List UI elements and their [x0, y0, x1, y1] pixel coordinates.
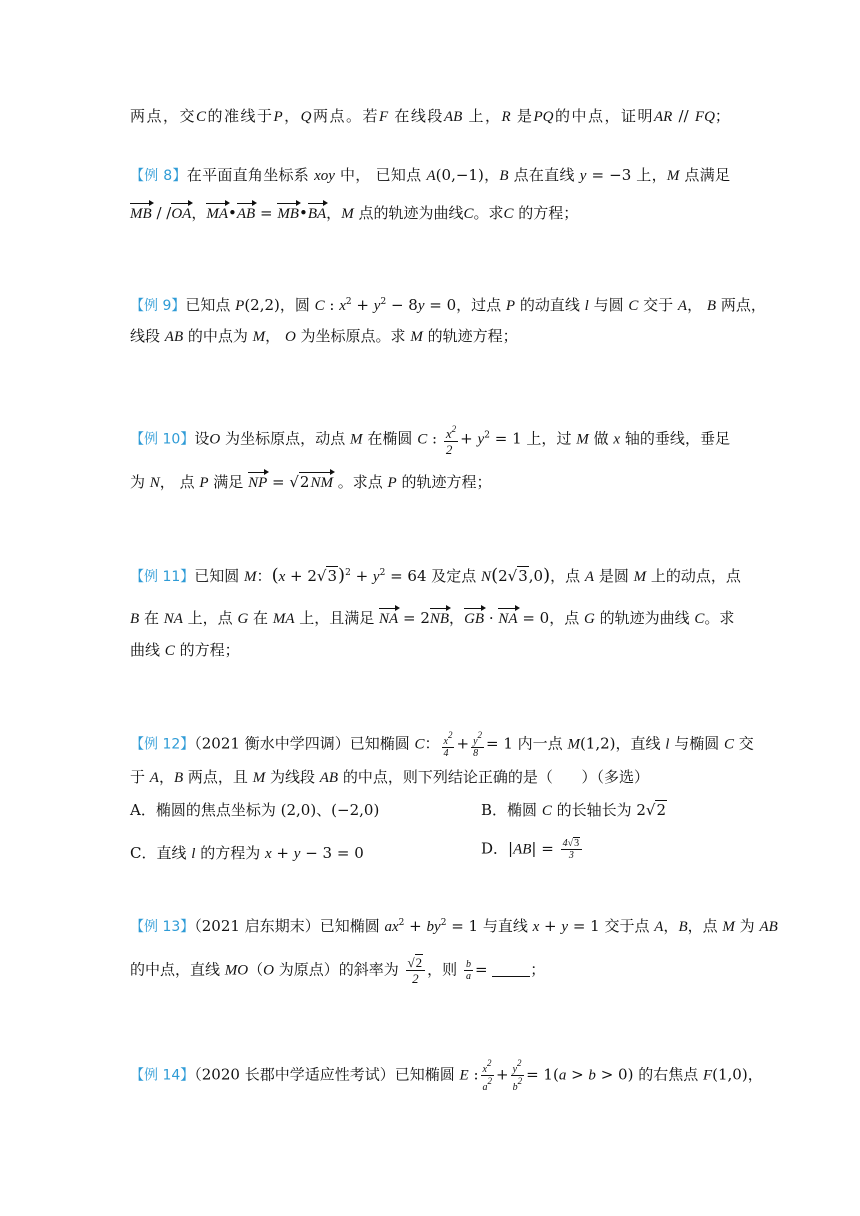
example-12-source: （2021 衡水中学四调） — [194, 734, 350, 753]
example-12-line-1: 【例 12】（2021 衡水中学四调）已知椭圆 C： $\frac{x^2}{4}$ + $\frac{y^2}{8}$ = 1 内一点 M(1,2)，直线 l 与椭圆 C 交 — [130, 730, 754, 759]
example-12-label: 【例 12】 — [130, 736, 195, 753]
example-11-label: 【例 11】 — [130, 569, 195, 585]
example-11-line-3: 曲线 C 的方程； — [130, 641, 240, 659]
example-8-line-1: 【例 8】在平面直角坐标系 xoy 中， 已知点 A(0,−1)，B 点在直线 y = −3 上，M 点满足 — [130, 166, 730, 184]
example-14-source: （2020 长郡中学适应性考试） — [194, 1065, 395, 1084]
problem-continuation: 两点，交C的准线于P，Q两点。若F 在线段AB 上，R 是PQ的中点，证明AR // FQ； — [130, 107, 730, 125]
option-a: A．椭圆的焦点坐标为 (2,0)、(−2,0) — [130, 801, 380, 819]
example-10-line-2: 为 N， 点 P 满足 NP = √2NM 。求点 P 的轨迹方程； — [130, 473, 492, 491]
option-d: D．|AB| = $\frac{4√3}{3}$ — [481, 838, 584, 861]
example-11-line-1: 【例 11】已知圆 M：$(x + 2√3)^2 + y^2 = 64$ 及定点 N(2√3,0)，点 A 是圆 M 上的动点，点 — [130, 565, 741, 586]
example-10-line-1: 【例 10】设O 为坐标原点，动点 M 在椭圆 C : $\frac{x^2}{2}$ + $y^2 = 1$ 上，过 M 做 x 轴的垂线，垂足 — [130, 424, 730, 457]
example-9-line-2: 线段 AB 的中点为 M， O 为坐标原点。求 M 的轨迹方程； — [130, 327, 518, 345]
example-10-label: 【例 10】 — [130, 431, 195, 448]
example-8-line-2: MB / /OA，MA•AB = MB•BA，M 点的轨迹为曲线C。求C 的方程； — [130, 204, 579, 222]
option-c: C．直线 l 的方程为 x + y − 3 = 0 — [130, 844, 364, 862]
example-12-line-2: 于 A，B 两点，且 M 为线段 AB 的中点，则下列结论正确的是（ ）（多选） — [130, 768, 649, 786]
option-b: B．椭圆 C 的长轴长为 2√2 — [481, 801, 667, 819]
example-11-line-2: B 在 NA 上，点 G 在 MA 上，且满足 NA = 2NB，GB · NA = 0，点 G 的轨迹为曲线 C。求 — [130, 609, 735, 627]
answer-blank[interactable] — [492, 962, 530, 977]
example-13-source: （2021 启东期末） — [194, 917, 320, 935]
example-13-label: 【例 13】 — [130, 919, 195, 935]
example-13-line-2: 的中点，直线 MO（O 为原点）的斜率为 $\frac{√2}{2}$ ，则 $\frac{b}{a}$ = ； — [130, 955, 546, 986]
example-14-line-1: 【例 14】（2020 长郡中学适应性考试）已知椭圆 E : $\frac{x^2}{a^2}$ + $\frac{y^2}{b^2}$ = 1(a > b > 0) 的右焦点 F(1,0)， — [130, 1058, 763, 1093]
example-9-line-1: 【例 9】已知点 P(2,2)，圆 C : $x^2 + y^2 - 8y = 0$，过点 P 的动直线 l 与圆 C 交于 A， B 两点， — [130, 296, 766, 314]
example-14-label: 【例 14】 — [130, 1067, 195, 1084]
example-8-label: 【例 8】 — [130, 168, 187, 184]
example-9-label: 【例 9】 — [130, 298, 186, 314]
example-13-line-1: 【例 13】（2021 启东期末）已知椭圆 $ax^2 + by^2 = 1$ 与直线 x + y = 1 交于点 A，B，点 M 为 AB — [130, 917, 778, 935]
